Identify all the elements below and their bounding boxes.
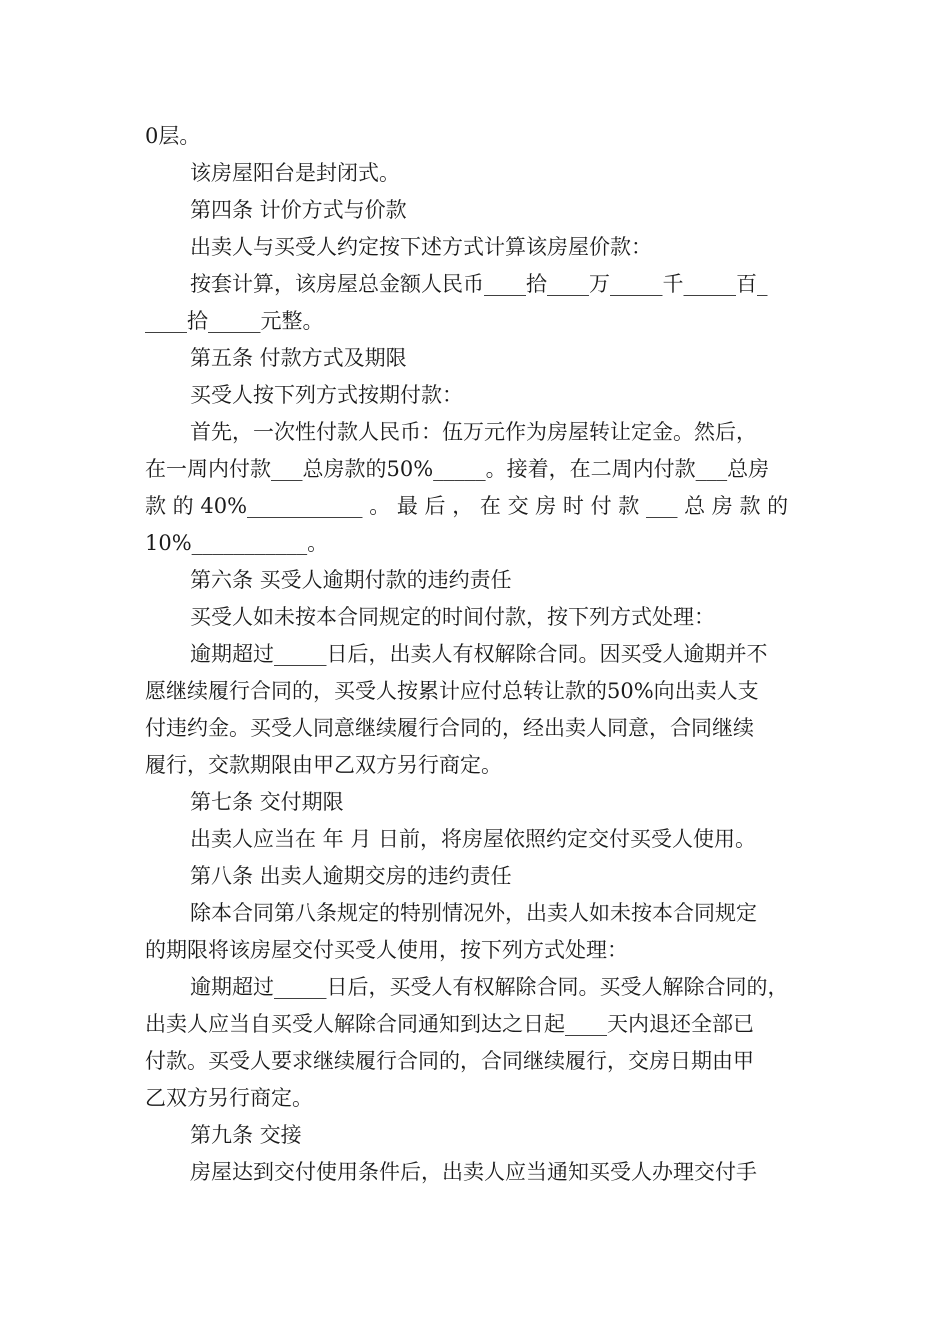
text-line: 付款。买受人要求继续履行合同的，合同继续履行，交房日期由甲 <box>145 1049 754 1073</box>
text-line: 乙双方另行商定。 <box>145 1086 313 1110</box>
article-heading: 第五条 付款方式及期限 <box>190 346 407 370</box>
text-line: 除本合同第八条规定的特别情况外，出卖人如未按本合同规定 <box>190 901 757 925</box>
text-line: ____拾_____元整。 <box>145 309 324 333</box>
text-line: 在一周内付款___总房款的50%_____。接着，在二周内付款___总房 <box>145 457 770 481</box>
article-heading: 第八条 出卖人逾期交房的违约责任 <box>190 864 512 888</box>
text-line: 该房屋阳台是封闭式。 <box>190 161 400 185</box>
article-heading: 第九条 交接 <box>190 1123 302 1147</box>
text-line: 房屋达到交付使用条件后，出卖人应当通知买受人办理交付手 <box>190 1160 757 1184</box>
text-line: 付违约金。买受人同意继续履行合同的，经出卖人同意，合同继续 <box>145 716 754 740</box>
article-heading: 第四条 计价方式与价款 <box>190 198 407 222</box>
text-line: 按套计算，该房屋总金额人民币____拾____万_____千_____百_ <box>190 272 768 296</box>
text-line: 买受人按下列方式按期付款： <box>190 383 463 407</box>
article-heading: 第六条 买受人逾期付款的违约责任 <box>190 568 512 592</box>
text-line: 首先，一次性付款人民币：伍万元作为房屋转让定金。然后， <box>190 420 757 444</box>
text-line: 逾期超过_____日后，买受人有权解除合同。买受人解除合同的， <box>190 975 789 999</box>
text-line: 出卖人应当自买受人解除合同通知到达之日起____天内退还全部已 <box>145 1012 754 1036</box>
text-line: 出卖人与买受人约定按下述方式计算该房屋价款： <box>190 235 652 259</box>
text-line: 0层。 <box>145 124 201 148</box>
text-line: 10%___________。 <box>145 531 329 555</box>
text-line: 逾期超过_____日后，出卖人有权解除合同。因买受人逾期并不 <box>190 642 768 666</box>
text-line: 款 的 40%___________ 。 最 后 ， 在 交 房 时 付 款 ___ 总 房 款 的 <box>145 494 789 518</box>
text-line: 的期限将该房屋交付买受人使用，按下列方式处理： <box>145 938 628 962</box>
text-line: 出卖人应当在 年 月 日前，将房屋依照约定交付买受人使用。 <box>190 827 757 851</box>
text-line: 履行，交款期限由甲乙双方另行商定。 <box>145 753 502 777</box>
text-line: 买受人如未按本合同规定的时间付款，按下列方式处理： <box>190 605 715 629</box>
text-line: 愿继续履行合同的，买受人按累计应付总转让款的50%向出卖人支 <box>145 679 759 703</box>
article-heading: 第七条 交付期限 <box>190 790 344 814</box>
